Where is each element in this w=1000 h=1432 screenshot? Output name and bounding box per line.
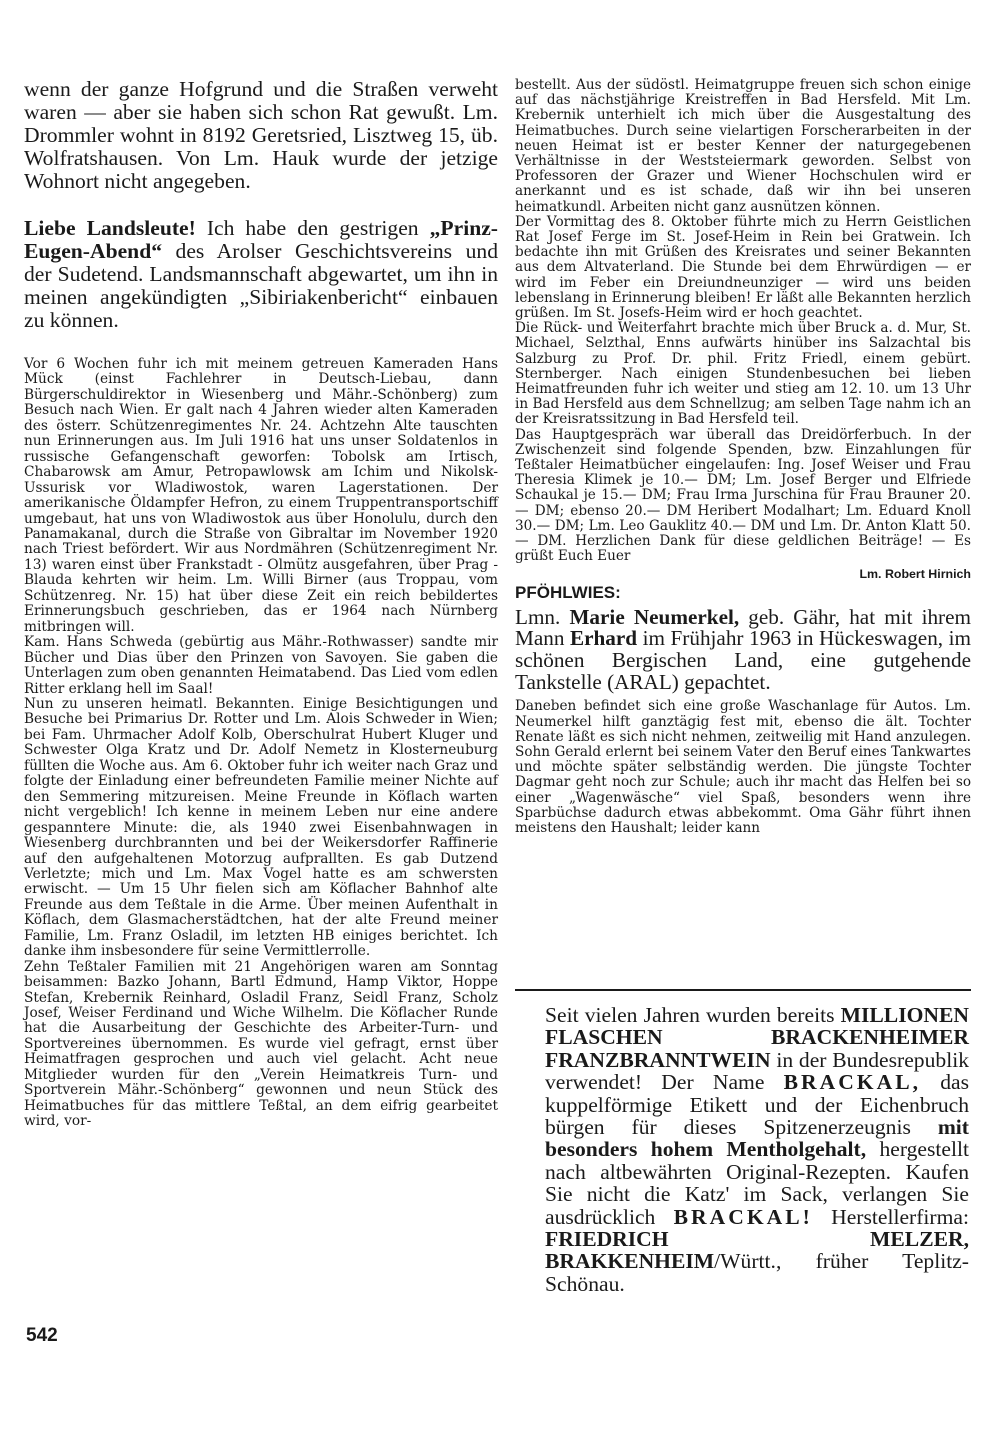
left-paragraph-5: Nun zu unseren heimatl. Bekannten. Einige Besichtigungen und Besuche bei Primarius Dr. Rotter und Lm. Alois Schweder in Wien; bei Fam. Uhrmacher Adolf Kolb, Oberschulrat Hubert Kluger und Schwester Olga Kratz und Dr. Adolf Nemetz in Klosterneuburg füllten die Woche aus. Am 6. Oktober fuhr ich weiter nach Graz und folgte der Einladung einer befreundeten Familie meiner Nichte auf den Semmering mitzureisen. Meine Freunde in Köflach warten nicht vergeblich! Ich kenne in meinem Leben nur eine andere gespanntere Minute: die, als 1940 zwei Eisenbahnwagen in Wiesenberg durchbrannten und bei der Weikersdorfer Raffinerie auf den aufgehaltenen Motorzug aufprallten. Es gab Dutzend Verletzte; mich und Lm. Max Vogel hatte es am schwersten erwischt. — Um 15 Uhr fielen sich am Köflacher Bahnhof alte Freunde aus dem Teßtale in die Arme. Über meinen Aufenthalt in Köflach, dem Glasmacherstädtchen, hat der alte Freund meiner Familie, Lm. Franz Osladil, im letzten HB einiges berichtet. Ich danke ihm insbesondere für seine Vermittlerrolle. [24, 695, 498, 960]
divider-rule [515, 989, 971, 991]
left-paragraph-3: Vor 6 Wochen fuhr ich mit meinem getreuen Kameraden Hans Mück (einst Fachlehrer in Deutsch-Liebau, dann Bürgerschuldirektor in Wiesenberg und Mähr.-Schönberg) zum Besuch nach Wien. Er galt nach 4 Jahren wieder alten Kameraden des österr. Schützenregimentes Nr. 24. Achtzehn Alte tauschten nun Erinnerungen aus. Im Juli 1916 hat uns unser Soldatenlos in russische Gefangenschaft geworfen: Tobolsk am Irtisch, Chabarowsk am Amur, Petropawlowsk am Ichim und Nikolsk-Ussurisk vor Wladiwostok, waren Lagerstationen. Der amerikanische Öldampfer Hefron, zu einem Truppentransportschiff umgebaut, hat uns von Wladiwostok aus über Honolulu, durch den Panamakanal, durch die Straße von Gibraltar im November 1920 nach Triest befördert. Wir aus Nordmähren (Schützenregiment Nr. 13) waren einst über Frankstadt - Olmütz ausgefahren, über Prag - Blauda kehrten wir heim. Lm. Willi Birner (aus Troppau, vom Schützenreg. Nr. 15) hat über diese Zeit ein reich bebildertes Erinnerungsbuch geschrieben, das er 1964 nach Nürnberg mitbringen will. [24, 356, 498, 635]
ad-brand-2: BRACKAL! [673, 1204, 813, 1229]
text-run: /Württ., früher Teplitz-Schönau. [545, 1249, 969, 1296]
text-run: das kuppelförmige Etikett und der Eichenbruch bürgen für dieses Spitzenerzeugnis [545, 1070, 969, 1140]
ad-manufacturer: FRIEDRICH MELZER, BRAKKENHEIM [545, 1227, 969, 1274]
signature: Lm. Robert Hirnich [859, 566, 971, 581]
left-column [24, 78, 498, 1130]
right-paragraph-2: Der Vormittag des 8. Oktober führte mich zu Herrn Geistlichen Rat Josef Ferge im St. Josef-Heim in Rein bei Gratwein. Ich bedachte ihn mit Grüßen des Kreisrates und seiner Bekannten aus dem Altvaterland. Die Stunde bei dem Ehrwürdigen — er wird im Feber ein Dreiundneunziger — wird uns beiden lebenslang in Erinnerung bleiben! Er läßt alle Bekannten herzlich grüßen. Im St. Josefs-Heim wird er hoch geachtet. [515, 213, 971, 322]
event-title: „Prinz-Eugen-Abend“ [24, 216, 498, 264]
text-run: des Arolser Geschichtsvereins und der Sudetend. Landsmannschaft abgewartet, um ihn in meinen angekündigten „Sibiriakenbericht“ einbauen zu können. [24, 239, 498, 333]
ad-feature: mit besonders hohem Mentholgehalt, [545, 1115, 969, 1162]
ad-product: MILLIONEN FLASCHEN BRACKENHEIMER FRANZBRANNTWEIN [545, 1003, 969, 1072]
right-column [515, 78, 971, 836]
text-run: im Frühjahr 1963 in Hückeswagen, im schönen Bergischen Land, eine gutgehende Tankstelle (ARAL) gepachtet. [515, 626, 971, 694]
ad-brand: BRACKAL, [783, 1070, 922, 1095]
text-run: Ich habe den gestrigen [195, 216, 430, 240]
right-paragraph-5 [515, 604, 972, 694]
right-paragraph-4: Das Hauptgespräch war überall das Dreidörferbuch. In der Zwischenzeit sind folgende Spenden, bzw. Einzahlungen für Teßtaler Heimatbücher eingelaufen: Ing. Josef Weiser und Frau Theresia Klimek je 10.— DM; Lm. Josef Berger und Elfriede Schaukal je 15.— DM; Frau Irma Jurschina für Frau Brauner 20.— DM; ebenso 20.— DM Heribert Modalhart; Lm. Eduard Knoll 30.— DM; Lm. Leo Gauklitz 40.— DM und Lm. Dr. Anton Klatt 50.— DM. Herzlichen Dank für diese geldlichen Beiträge! — Es grüßt Euch Euer [515, 426, 971, 565]
text-run: hergestellt nach altbewährten Original-Rezepten. Kaufen Sie nicht die Katz' im Sack, verlangen Sie ausdrücklich [545, 1137, 969, 1229]
right-paragraph-6: Daneben befindet sich eine große Waschanlage für Autos. Lm. Neumerkel hilft ganztägig fest mit, ebenso die ält. Tochter Renate läßt es sich nicht nehmen, zeitweilig mit Hand anzulegen. Sohn Gerald erlernt bei seinem Vater den Beruf eines Tankwartes und möchte später selbständig werden. Die jüngste Tochter Dagmar geht noch zur Schule; auch ihr macht das Helfen bei so einer „Wagenwäsche“ viel Spaß, besonders wenn ihre Sparbüchse dadurch etwas abbekommt. Oma Gähr führt ihnen meistens den Haushalt; leider kann [515, 698, 971, 836]
advertisement [545, 1004, 969, 1295]
text-run: geb. Gähr, hat mit ihrem Mann [515, 604, 972, 651]
right-paragraph-3: Die Rück- und Weiterfahrt brachte mich über Bruck a. d. Mur, St. Michael, Selzthal, Enns aufwärts hinüber ins Salzachtal bis Salzburg zu Prof. Dr. phil. Fritz Friedl, einem gebürt. Sternberger. Nach einigen Stundenbesuchen bei lieben Heimatfreunden fuhr ich weiter und stieg am 12. 10. um 13 Uhr in Bad Hersfeld aus dem Schnellzug; am selben Tage nahm ich an der Kreisratssitzung in Bad Hersfeld teil. [515, 320, 971, 428]
ad-text [545, 1004, 969, 1295]
person-name: Marie Neumerkel, [569, 604, 740, 629]
right-paragraph-1: bestellt. Aus der südöstl. Heimatgruppe freuen sich schon einige auf das nächstjährige Kreistreffen in Bad Hersfeld. Mit Lm. Krebernik unterhielt ich mich über die Ausgestaltung des Heimatbuches. Durch seine vielartigen Forscherarbeiten in der neuen Heimat ist er bester Kenner der naturgegebenen Verhältnisse in der Weststeiermark geworden. Selbst von Professoren der Grazer und Wiener Hochschulen wird er anerkannt und es ist schade, daß wir ihn bei unseren heimatkundl. Arbeiten nicht ganz ausnützen können. [515, 77, 971, 215]
person-name-2: Erhard [569, 626, 638, 651]
page-number: 542 [26, 1325, 58, 1346]
left-paragraph-2 [24, 217, 498, 349]
text-run: Herstellerfirma: [812, 1204, 970, 1229]
text-run: in der Bundesrepublik verwendet! Der Name [545, 1047, 969, 1095]
text-run: Seit vielen Jahren wurden bereits [545, 1003, 841, 1027]
text-run: Lmn. [515, 604, 570, 629]
section-heading: PFÖHLWIES: [515, 582, 621, 602]
left-paragraph-1: wenn der ganze Hofgrund und die Straßen verweht waren — aber sie haben sich schon Rat gewußt. Lm. Drommler wohnt in 8192 Geretsried, Lisztweg 15, üb. Wolfratshausen. Von Lm. Hauk wurde der jetzige Wohnort nicht angegeben. [24, 77, 498, 194]
left-paragraph-4: Kam. Hans Schweda (gebürtig aus Mähr.-Rothwasser) sandte mir Bücher und Dias über den Prinzen von Savoyen. Sie gaben die Unterlagen zum oben genannten Heimatabend. Das Lied vom edlen Ritter erklang hell im Saal! [24, 634, 498, 697]
left-paragraph-6: Zehn Teßtaler Familien mit 21 Angehörigen waren am Sonntag beisammen: Bazko Johann, Bartl Edmund, Hamp Viktor, Hoppe Stefan, Krebernik Reinhard, Osladil Franz, Seidl Franz, Scholz Josef, Weiser Ferdinand und Wiche Wilhelm. Die Köflacher Runde hat die Ausarbeitung der Geschichte des Arbeiter-Turn- und Sportvereines übernommen. Es wurde viel gefragt, ernst über Heimatfragen gesprochen und auch viel gelacht. Acht neue Mitglieder wurden für den „Verein Heimatkreis Turn- und Sportverein Mähr.-Schönberg“ gewonnen und neun Stück des Heimatbuches für das mittlere Teßtal, an dem eifrig gearbeitet wird, vor- [24, 958, 498, 1130]
greeting: Liebe Landsleute! [24, 216, 196, 240]
